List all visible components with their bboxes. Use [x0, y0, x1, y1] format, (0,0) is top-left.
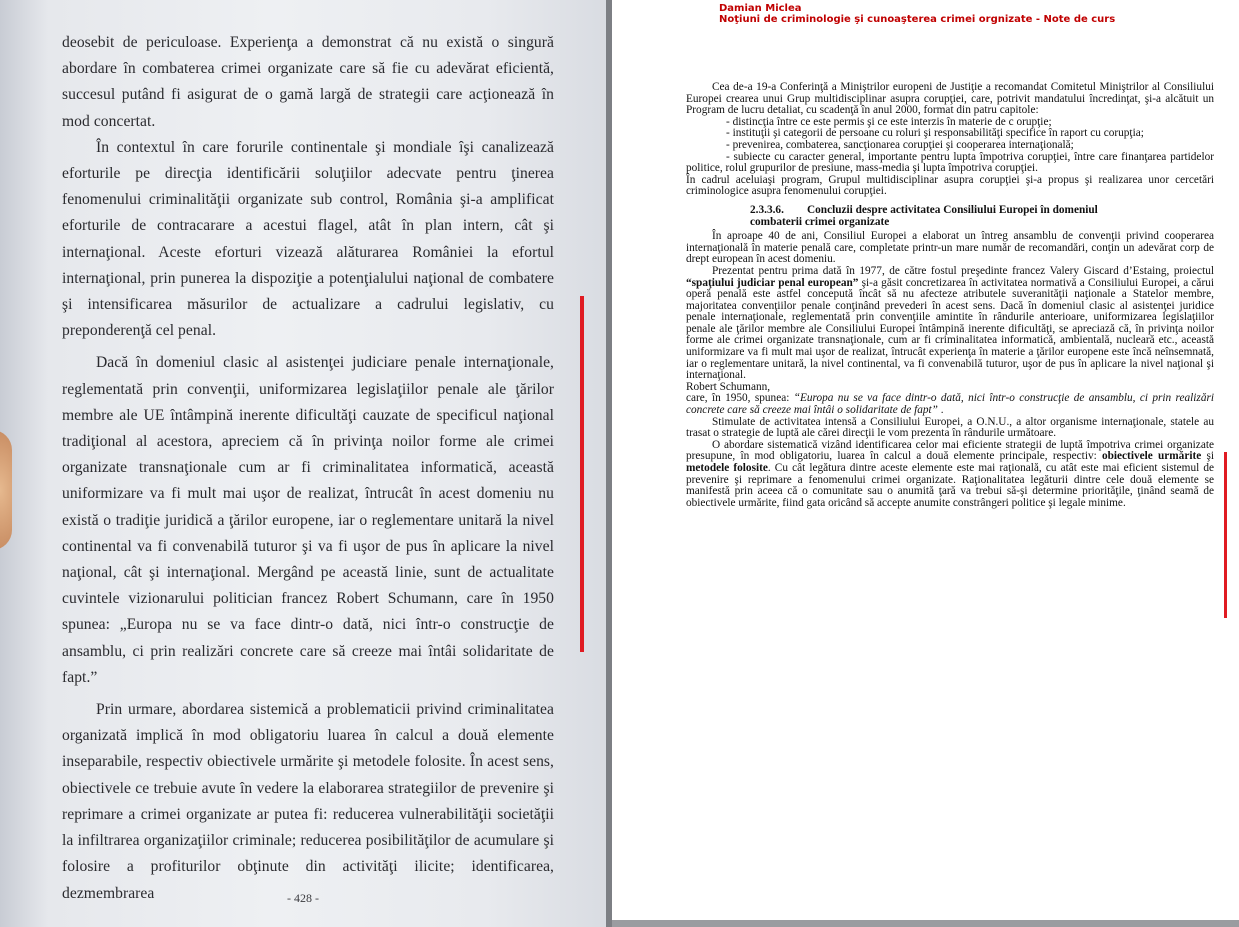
- abordare-text-start: O abordare sistematică vizând identificarea celor mai eficiente strategii de luptă împotriva crimei organizate presupune, în mod obligatoriu, luarea în calcul a două elemente principale, respectiv:: [686, 438, 1214, 463]
- page-bottom-edge: [612, 920, 1239, 927]
- stimulate-paragraph: Stimulate de activitatea intensă a Consiliului Europei, a O.N.U., a altor organisme internaţionale, statele au trasat o strategie de luptă ale cărei direcţii le vom prezenta în rândurile următoare.: [686, 415, 1214, 440]
- left-paragraph-1: deosebit de periculoase. Experienţa a demonstrat că nu există o singură abordare în combaterea crimei organizate care să fie cu adevărat eficientă, succesul putând fi asigurat de o gamă largă de strategii care acţionează în mod concertat.: [62, 34, 554, 130]
- giscard-paragraph: [686, 266, 1214, 382]
- left-paragraph-4: Prin urmare, abordarea sistemică a problematicii privind criminalitatea organizată implică în mod obligatoriu luarea în calcul a două elemente inseparabile, respectiv obiectivele urmărite şi metodele folosite. În acest sens, obiectivele ce trebuie avute în vedere la elaborarea strategiilor de prevenire şi reprimare a crimei organizate ar putea fi: reducerea vulnerabilităţii societăţii la infiltrarea organizaţiilor criminale; reducerea posibilităţilor de acumulare şi folosire a profiturilor obţinute din activităţi ilicite; identificarea, dezmembrarea: [62, 701, 554, 902]
- header-title: Noţiuni de criminologie şi cunoaşterea crimei orgnizate - Note de curs: [719, 14, 1116, 25]
- schumann-prefix: care, în 1950, spunea:: [686, 392, 794, 405]
- left-paragraph-3: Dacă în domeniul clasic al asistenţei judiciare penale internaţionale, reglementată prin convenţii, uniformizarea legislaţiilor penale ale ţărilor membre ale UE întâmpină inerente dificultăţi cauzate de specificul naţional tradiţional al acestora, apreciem că în privinţa noilor forme ale crimei organizate transnaţionale cum ar fi criminalitatea informatică, această uniformizare va fi mult mai uşor de realizat, întrucât în acest domeniu nu există o tradiţie juridică a ţărilor europene, iar o reglementare unitară la nivel continental va fi convenabilă tuturor şi va fi uşor de pus în aplicare la nivel naţional, cât şi internaţional. Mergând pe această linie, sunt de actualitate cuvintele vizionarului politician francez Robert Schumann, care în 1950 spunea: „Europa nu se va face dintr-o dată, nici într-o construcţie de ansamblu, ci prin realizări concrete care să creeze mai întâi solidaritate de fapt.”: [62, 354, 554, 686]
- header-author: Damian Miclea: [719, 3, 802, 14]
- left-page-number: - 428 -: [287, 891, 319, 905]
- giscard-bold-term: “spaţiului judiciar penal european”: [686, 276, 859, 289]
- schumann-quote: “Europa nu se va face dintr-o dată, nici într-o construcţie de ansamblu, ci prin realizări concrete care să creeze mai întâi o solidaritate de fapt”: [686, 392, 1214, 417]
- chapter-item-2: - instituţii şi categorii de persoane cu roluri şi responsabilităţi specifice în raport cu corupţia;: [726, 127, 1144, 140]
- abordare-bold-objectives: obiectivele urmărite: [1101, 450, 1202, 463]
- left-book-page: [0, 0, 606, 927]
- right-page-text: [686, 82, 1214, 509]
- section-number: 2.3.3.6.: [750, 203, 784, 216]
- chapter-item-1: - distincţia între ce este permis şi ce este interzis în materie de c orupţie;: [726, 115, 1052, 128]
- right-document-page: [612, 0, 1239, 920]
- thumb-finger-image: [0, 430, 12, 550]
- giscard-text-start: Prezentat pentru prima dată în 1977, de către fostul preşedinte francez Valery Giscard d’Estaing, proiectul: [712, 264, 1214, 277]
- chapter-item-3: - prevenirea, combaterea, sancţionarea corupţiei şi cooperarea internaţională;: [726, 138, 1074, 151]
- schumann-quote-paragraph: [686, 393, 1214, 416]
- abordare-paragraph: [686, 440, 1214, 510]
- abordare-bold-methods: metodele folosite: [686, 462, 768, 474]
- schumann-name: Robert Schumann,: [686, 380, 771, 393]
- left-page-text: [62, 30, 554, 907]
- section-heading: [686, 205, 1214, 228]
- right-program-paragraph: În cadrul aceluiaşi program, Grupul multidisciplinar asupra corupţiei şi-a propus şi realizarea unor cercetări criminologice asupra fenomenului corupţiei.: [686, 173, 1214, 198]
- abordare-text-mid: şi: [1201, 450, 1215, 463]
- giscard-text-rest: şi-a găsit concretizarea în activitatea normativă a Consiliului Europei, a cărui operă penală este astfel concepută încât să nu afecteze atributele suveranităţii naţionale a Statelor membre, majoritatea convenţiilor penale conţinând prevederi în acest sens. Dacă în domeniul clasic al asistenţei juridice penale internaţionale, reglementată prin convenţiile amintite în rândurile anterioare, uniformizarea legislaţiilor penale ale ţărilor membre ale Consiliului Europei întâmpină inerente dificultăţi, se apreciază că, în privinţa noilor forme ale crimei organizate transnaţionale, cum ar fi criminalitatea informatică, ambientală, nucleară etc., această uniformizare va fi mult mai uşor de realizat, întrucât experienţa în materie a ţărilor europene este încă neînsemnată, iar o reglementare unitară, la nivel continental, va fi convenabilă tuturor, uşor de pus în aplicare la nivel naţional şi internaţional.: [686, 276, 1214, 382]
- conventions-paragraph: În aproape 40 de ani, Consiliul Europei a elaborat un întreg ansamblu de convenţii privind cooperarea internaţională în materie penală care, completate printr-un mare număr de recomandări, conţin un adevărat corp de drept european în acest domeniu.: [686, 230, 1214, 266]
- right-highlight-bar: [1224, 452, 1227, 618]
- section-title-line2: combaterii crimei organizate: [750, 215, 890, 228]
- chapter-item-4: - subiecte cu caracter general, importante pentru lupta împotriva corupţiei, între care finanţarea partidelor politice, rolul grupurilor de presiune, mass-media şi lupta împotriva corupţiei.: [686, 150, 1214, 175]
- schumann-suffix: .: [937, 404, 944, 417]
- right-intro-paragraph: Cea de-a 19-a Conferinţă a Miniştrilor europeni de Justiţie a recomandat Comitetul Miniştrilor al Consiliului Europei crearea unui Grup multidisciplinar asupra corupţiei, care, potrivit mandatului încredinţat, şi-a alcătuit un Program de lucru detaliat, cu scadenţă în anul 2000, format din patru capitole:: [686, 81, 1214, 117]
- left-highlight-bar: [580, 296, 584, 652]
- abordare-text-rest: . Cu cât legătura dintre aceste elemente este mai raţională, cu atât este mai eficient sistemul de prevenire şi reprimare a fenomenului crimei organizate. Raţionalitatea legăturii dintre cele două elemente se manifestă prin aceea că o comunitate sau o anumită ţară va trebui să-şi determine priorităţile, ţinând seamă de obiectivele urmărite, fiind gata oricând să accepte anumite constrângeri politice şi legale minime.: [686, 462, 1214, 509]
- left-paragraph-2: În contextul în care forurile continentale şi mondiale îşi canalizează eforturile pe direcţia identificării soluţiilor adecvate pentru ţinerea fenomenului criminalităţii organizate sub control, România şi-a amplificat eforturile de contracarare a acestui flagel, atât în plan intern, cât şi internaţional. Aceste eforturi vizează alăturarea României la efortul internaţional, prin punerea la dispoziţie a potenţialului naţional de combatere şi intensificarea măsurilor de actualizare a cadrului legislativ, cu preponderenţă cel penal.: [62, 138, 554, 340]
- section-title-line1: Concluzii despre activitatea Consiliului Europei în domeniul: [807, 203, 1098, 216]
